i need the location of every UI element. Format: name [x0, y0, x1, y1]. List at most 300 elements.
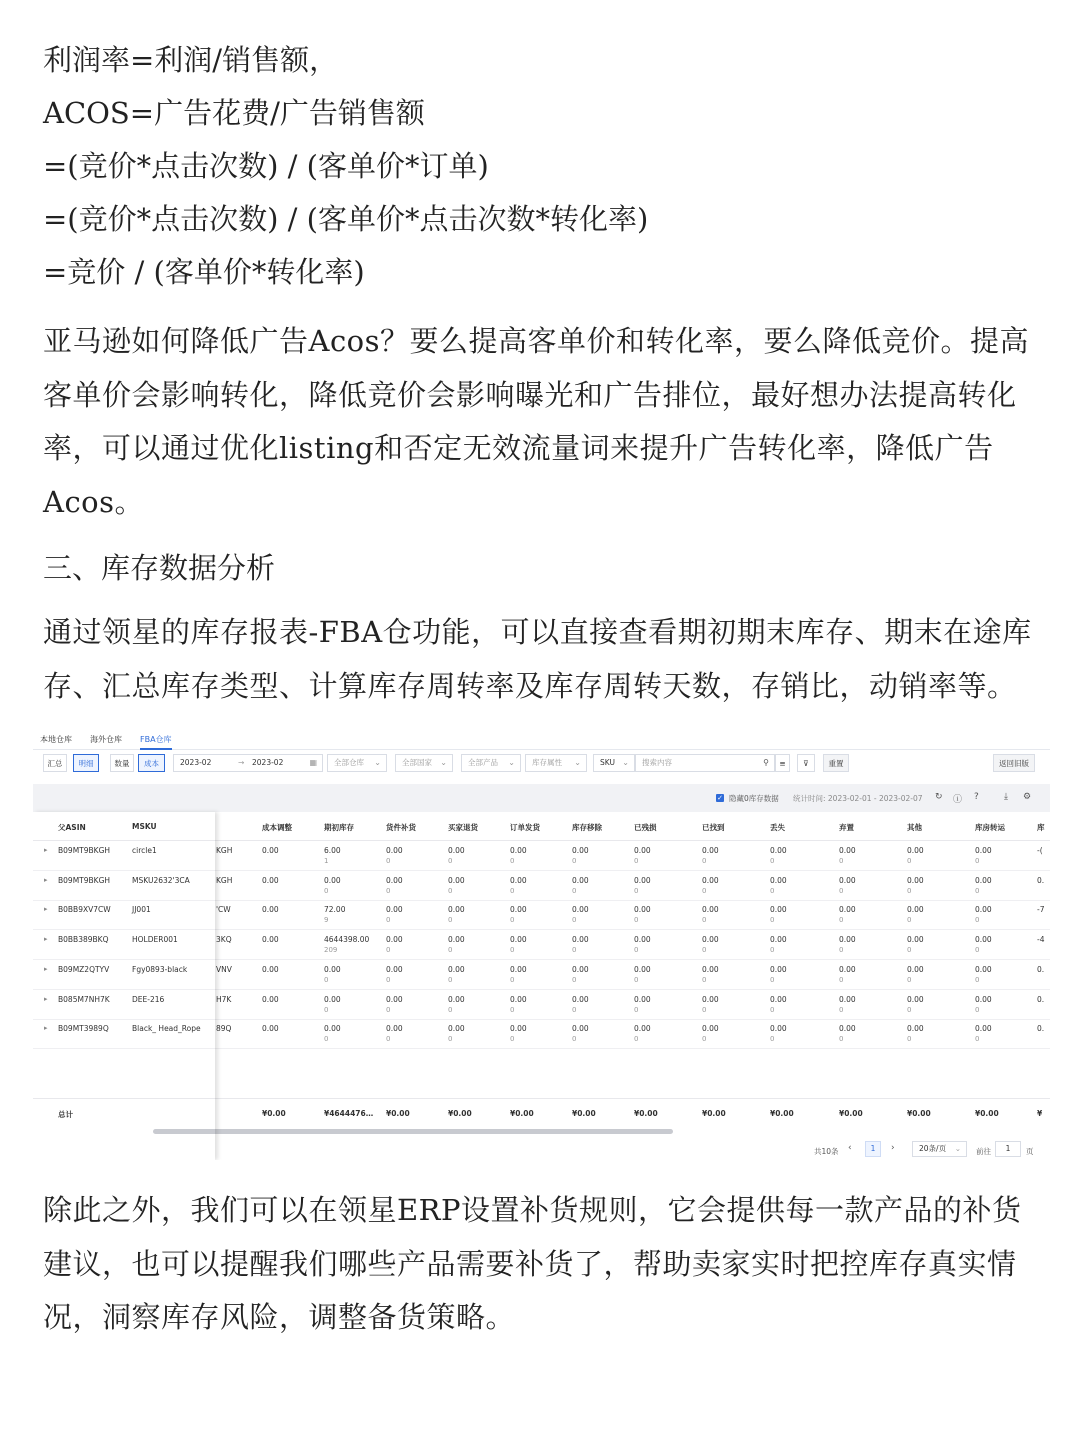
cell-value: 0.00 [386, 964, 403, 974]
settings-icon[interactable]: ⚙ [1023, 792, 1032, 802]
cell-value: 0.00 [907, 994, 924, 1004]
cell-value: 0.00 [975, 875, 992, 885]
prev-page-icon[interactable]: ‹ [848, 1143, 852, 1153]
table-row[interactable] [33, 870, 1050, 901]
attribute-select-label: 库存属性 [532, 758, 562, 767]
cell-sub-value: 0 [510, 857, 515, 865]
cell-sub-value: 0 [770, 1035, 775, 1044]
cell-value: 0.00 [386, 846, 403, 855]
hide-zero-checkbox[interactable]: ✓ [717, 794, 723, 802]
cell-opening-stock: 0.00 [324, 875, 341, 885]
cell-value: 0.00 [770, 1024, 787, 1034]
goto-label: 前往 [976, 1147, 991, 1156]
page-1-button[interactable]: 1 [865, 1141, 881, 1157]
cell-value: 0.00 [839, 905, 856, 915]
cell-value: 0.00 [448, 935, 465, 945]
cell-value: 0.00 [634, 1024, 651, 1034]
cell-sub-value: 0 [975, 946, 980, 955]
cell-truncated: -( [1037, 846, 1043, 855]
search-placeholder: 搜索内容 [642, 758, 672, 767]
cell-sub-value: 0 [839, 886, 844, 895]
cell-value: 0.00 [975, 1024, 992, 1034]
acos-paragraph: 亚马逊如何降低广告Acos？要么提高客单价和转化率，要么降低竞价。提高客单价会影响转化，降低竞价会影响曝光和广告排位，最好想办法提高转化率，可以通过优化listing和否定无效流量词来提升广告转化率，降低广告Acos。 [43, 324, 1030, 519]
cell-value: 0.00 [386, 994, 403, 1004]
table-row[interactable] [33, 840, 1050, 871]
cell-opening-stock-qty: 9 [324, 916, 329, 925]
cell-sub-value: 0 [634, 1035, 639, 1044]
col-other[interactable]: 其他 [907, 823, 922, 832]
cell-truncated-asin: 89Q [216, 1024, 232, 1034]
cell-sub-value: 0 [839, 946, 844, 955]
totals-value: ¥0.00 [634, 1109, 658, 1118]
cell-sub-value: 0 [702, 916, 707, 925]
tab-fba-warehouse[interactable]: FBA仓库 [140, 735, 172, 744]
expand-caret-icon[interactable]: ▸ [44, 905, 48, 914]
table-options-bar [33, 784, 1050, 812]
col-truncated: 库 [1037, 823, 1045, 832]
qty-button[interactable]: 数量 [110, 754, 134, 772]
cell-sub-value: 0 [448, 1035, 453, 1044]
search-input[interactable] [635, 754, 775, 772]
cell-sub-value: 0 [572, 916, 577, 925]
cell-value: 0.00 [839, 994, 856, 1004]
cell-value: 0.00 [510, 1024, 527, 1034]
goto-page-input[interactable]: 1 [995, 1141, 1021, 1157]
cell-sub-value: 0 [386, 975, 391, 984]
cell-truncated-asin: KGH [216, 875, 233, 885]
totals-value: ¥0.00 [975, 1109, 999, 1118]
col-lost[interactable]: 丢失 [770, 823, 785, 832]
cell-truncated-asin: H7K [216, 994, 232, 1004]
cell-sub-value: 0 [510, 975, 515, 984]
cell-value: 0.00 [572, 994, 589, 1004]
cell-truncated-asin: KGH [216, 846, 233, 855]
chevron-down-icon: ⌄ [574, 758, 581, 767]
cell-opening-stock-qty: 0 [324, 1035, 329, 1044]
cell-sub-value: 0 [839, 916, 844, 925]
cell-sub-value: 0 [770, 857, 775, 865]
next-page-icon[interactable]: › [891, 1143, 895, 1153]
expand-caret-icon[interactable]: ▸ [44, 935, 48, 944]
table-header [33, 812, 1050, 841]
cell-value: 0.00 [907, 1024, 924, 1034]
cell-value: 0.00 [975, 994, 992, 1004]
cell-value: 0.00 [702, 846, 719, 855]
cell-sub-value: 0 [386, 916, 391, 925]
cell-sub-value: 0 [448, 946, 453, 955]
col-parent-asin: 父ASIN [58, 823, 86, 832]
cell-sub-value: 0 [907, 975, 912, 984]
cell-value: 0.00 [702, 875, 719, 885]
cell-asin: B09MT9BKGH [58, 846, 111, 855]
cell-value: 0.00 [702, 994, 719, 1004]
cell-cost-adjust: 0.00 [262, 994, 279, 1004]
table-row[interactable] [33, 1018, 1050, 1049]
cell-sub-value: 0 [448, 916, 453, 925]
cell-sub-value: 0 [702, 857, 707, 865]
col-opening-stock[interactable]: 期初库存 [324, 823, 354, 832]
col-transfer[interactable]: 库房转运 [975, 823, 1005, 832]
cell-value: 0.00 [634, 905, 651, 915]
cell-truncated-asin: 3KQ [216, 935, 232, 945]
chevron-down-icon: ⌄ [440, 758, 447, 767]
cell-asin: B085M7NH7K [58, 994, 110, 1004]
horizontal-scrollbar[interactable] [153, 1129, 673, 1134]
range-arrow: → [238, 758, 245, 767]
cell-opening-stock: 72.00 [324, 905, 346, 915]
cell-value: 0.00 [510, 964, 527, 974]
inventory-paragraph: 通过领星的库存报表-FBA仓功能，可以直接查看期初期末库存、期末在途库存、汇总库存类型、计算库存周转率及库存周转天数，存销比，动销率等。 [43, 615, 1032, 703]
cell-value: 0.00 [907, 964, 924, 974]
cell-cost-adjust: 0.00 [262, 875, 279, 885]
totals-value: ¥0.00 [386, 1109, 410, 1118]
cell-sub-value: 0 [907, 1005, 912, 1014]
stat-time: 统计时间: 2023-02-01 - 2023-02-07 [793, 794, 923, 803]
cell-value: 0.00 [448, 875, 465, 885]
cell-sub-value: 0 [448, 975, 453, 984]
hide-zero-label: 隐藏0库存数据 [729, 794, 779, 803]
cell-cost-adjust: 0.00 [262, 1024, 279, 1034]
cell-value: 0.00 [634, 846, 651, 855]
tab-local-warehouse[interactable]: 本地仓库 [40, 735, 72, 744]
cell-sub-value: 0 [770, 886, 775, 895]
cell-sub-value: 0 [839, 1035, 844, 1044]
cell-sub-value: 0 [510, 916, 515, 925]
cell-sub-value: 0 [770, 975, 775, 984]
formula-line-4: =(竞价*点击次数) / (客单价*点击次数*转化率) [43, 202, 649, 236]
cell-sub-value: 0 [975, 1035, 980, 1044]
cell-sub-value: 0 [572, 946, 577, 955]
cell-sub-value: 0 [572, 975, 577, 984]
cell-sub-value: 0 [634, 916, 639, 925]
cell-sub-value: 0 [975, 886, 980, 895]
tab-overseas-warehouse[interactable]: 海外仓库 [90, 735, 122, 744]
cell-value: 0.00 [634, 935, 651, 945]
cell-value: 0.00 [572, 1024, 589, 1034]
cell-truncated: -7 [1037, 905, 1045, 915]
table-row[interactable] [33, 959, 1050, 990]
cell-value: 0.00 [839, 1024, 856, 1034]
cell-sub-value: 0 [386, 946, 391, 955]
col-stock-removal[interactable]: 库存移除 [572, 823, 602, 832]
totals-row [33, 1098, 1050, 1125]
cell-sub-value: 0 [702, 975, 707, 984]
cell-value: 0.00 [572, 935, 589, 945]
cell-sub-value: 0 [448, 886, 453, 895]
col-cost-adjust[interactable]: 成本调整 [262, 823, 292, 832]
formula-line-5: =竞价 / (客单价*转化率) [43, 255, 365, 289]
cell-asin: B09MT3989Q [58, 1024, 109, 1034]
cell-truncated: 0. [1037, 964, 1045, 974]
cell-truncated: -4 [1037, 935, 1045, 945]
cell-opening-stock: 6.00 [324, 846, 341, 855]
cell-value: 0.00 [572, 905, 589, 915]
cell-opening-stock: 0.00 [324, 964, 341, 974]
col-found[interactable]: 已找到 [702, 823, 725, 832]
cell-sub-value: 0 [572, 857, 577, 865]
cell-sub-value: 0 [510, 1005, 515, 1014]
formula-line-2: ACOS=广告花费/广告销售额 [43, 96, 425, 130]
section-heading: 三、库存数据分析 [43, 551, 276, 585]
cell-opening-stock-qty: 0 [324, 1005, 329, 1014]
cell-value: 0.00 [386, 875, 403, 885]
detail-button[interactable]: 明细 [73, 754, 99, 772]
cell-sub-value: 0 [634, 946, 639, 955]
cell-value: 0.00 [510, 875, 527, 885]
cell-sub-value: 0 [634, 975, 639, 984]
cell-opening-stock: 4644398.00 [324, 935, 370, 945]
cell-value: 0.00 [572, 846, 589, 855]
cell-value: 0.00 [510, 846, 527, 855]
col-damaged[interactable]: 已残损 [634, 823, 657, 832]
chevron-down-icon: ⌄ [374, 758, 381, 767]
help-icon[interactable]: ? [974, 792, 979, 802]
month-range-picker[interactable] [173, 754, 323, 772]
cell-value: 0.00 [839, 875, 856, 885]
cell-cost-adjust: 0.00 [262, 846, 279, 855]
cell-sub-value: 0 [386, 1005, 391, 1014]
country-select[interactable] [395, 754, 453, 772]
cell-sub-value: 0 [634, 857, 639, 865]
cell-sub-value: 0 [386, 1035, 391, 1044]
cell-sub-value: 0 [448, 857, 453, 865]
cell-asin: B09MT9BKGH [58, 875, 111, 885]
product-select[interactable] [461, 754, 521, 772]
cell-sub-value: 0 [572, 886, 577, 895]
col-disposed[interactable]: 弃置 [839, 823, 854, 832]
cell-value: 0.00 [448, 964, 465, 974]
cell-truncated-asin: 'CW [216, 905, 231, 915]
batch-search-button[interactable]: ≡ [775, 754, 790, 772]
cell-sub-value: 0 [839, 857, 844, 865]
cell-sub-value: 0 [839, 975, 844, 984]
expand-caret-icon[interactable]: ▸ [44, 994, 48, 1003]
cell-value: 0.00 [702, 935, 719, 945]
warehouse-select-label: 全部仓库 [334, 758, 364, 767]
cell-sub-value: 0 [702, 946, 707, 955]
page-size-label: 20条/页 [919, 1144, 947, 1153]
col-buyer-return[interactable]: 买家退货 [448, 823, 478, 832]
cell-sub-value: 0 [510, 1035, 515, 1044]
cell-sub-value: 0 [702, 1005, 707, 1014]
filter-toolbar [33, 754, 1050, 776]
summary-button[interactable]: 汇总 [43, 754, 67, 772]
cell-value: 0.00 [572, 875, 589, 885]
cell-truncated: 0. [1037, 875, 1045, 885]
warehouse-select[interactable] [327, 754, 387, 772]
cell-msku: MSKU2632'3CA [132, 875, 190, 885]
cell-value: 0.00 [448, 1024, 465, 1034]
cell-value: 0.00 [975, 935, 992, 945]
totals-label: 总计 [58, 1110, 73, 1119]
cell-sub-value: 0 [770, 916, 775, 925]
cell-value: 0.00 [975, 905, 992, 915]
replenish-paragraph: 除此之外，我们可以在领星ERP设置补货规则，它会提供每一款产品的补货建议，也可以提醒我们哪些产品需要补货了，帮助卖家实时把控库存真实情况，洞察库存风险，调整备货策略。 [43, 1193, 1022, 1334]
cell-truncated: 0. [1037, 1024, 1045, 1034]
cell-msku: Fgy0893-black [132, 964, 188, 974]
cell-sub-value: 0 [702, 1035, 707, 1044]
cell-sub-value: 0 [839, 1005, 844, 1014]
table-row[interactable] [33, 929, 1050, 960]
cell-value: 0.00 [770, 994, 787, 1004]
cell-value: 0.00 [702, 905, 719, 915]
cell-value: 0.00 [448, 994, 465, 1004]
cell-opening-stock: 0.00 [324, 994, 341, 1004]
inventory-table [33, 812, 1050, 1160]
cell-sub-value: 0 [975, 857, 980, 865]
cell-asin: B0BB9XV7CW [58, 905, 111, 915]
totals-value: ¥0.00 [839, 1109, 863, 1118]
cell-opening-stock: 0.00 [324, 1024, 341, 1034]
info-icon[interactable]: ⓘ [953, 795, 963, 805]
cell-sub-value: 0 [510, 886, 515, 895]
totals-value: ¥ [1037, 1109, 1043, 1118]
cell-sub-value: 0 [770, 946, 775, 955]
expand-caret-icon[interactable]: ▸ [44, 875, 48, 884]
cell-value: 0.00 [634, 964, 651, 974]
cell-msku: Black_ Head_Rope [132, 1024, 201, 1034]
back-old-version-button[interactable]: 返回旧版 [993, 754, 1035, 772]
country-select-label: 全部国家 [402, 758, 432, 767]
cell-value: 0.00 [448, 846, 465, 855]
totals-value: ¥0.00 [572, 1109, 596, 1118]
cell-sub-value: 0 [634, 1005, 639, 1014]
cell-value: 0.00 [839, 935, 856, 945]
cell-value: 0.00 [448, 905, 465, 915]
cell-value: 0.00 [386, 935, 403, 945]
sku-type-select[interactable] [593, 754, 635, 772]
cell-sub-value: 0 [634, 886, 639, 895]
cell-msku: circle1 [132, 846, 157, 855]
cell-value: 0.00 [634, 994, 651, 1004]
reset-button[interactable]: 重置 [823, 754, 849, 772]
cell-value: 0.00 [770, 964, 787, 974]
cell-sub-value: 0 [770, 1005, 775, 1014]
cell-sub-value: 0 [386, 857, 391, 865]
cell-value: 0.00 [770, 935, 787, 945]
table-row[interactable] [33, 989, 1050, 1020]
cell-sub-value: 0 [907, 916, 912, 925]
cell-value: 0.00 [907, 935, 924, 945]
cell-value: 0.00 [634, 875, 651, 885]
cell-sub-value: 0 [907, 946, 912, 955]
cell-sub-value: 0 [510, 946, 515, 955]
totals-value: ¥0.00 [448, 1109, 472, 1118]
totals-value: ¥0.00 [262, 1109, 286, 1118]
cell-asin: B0BB389BKQ [58, 935, 109, 945]
cell-sub-value: 0 [975, 916, 980, 925]
formula-line-3: =(竞价*点击次数) / (客单价*订单) [43, 149, 489, 183]
cell-sub-value: 0 [907, 886, 912, 895]
date-to: 2023-02 [252, 758, 284, 767]
cell-value: 0.00 [510, 905, 527, 915]
search-icon: ⚲ [763, 758, 769, 767]
cell-value: 0.00 [975, 964, 992, 974]
page-size-select[interactable] [912, 1141, 967, 1157]
cell-value: 0.00 [907, 846, 924, 855]
cell-asin: B09MZ2QTYV [58, 964, 110, 974]
cell-opening-stock-qty: 0 [324, 886, 329, 895]
chevron-down-icon: ⌄ [508, 758, 515, 767]
pager-total: 共10条 [814, 1147, 839, 1156]
cell-value: 0.00 [702, 964, 719, 974]
cell-value: 0.00 [770, 905, 787, 915]
cell-truncated-asin: VNV [216, 964, 232, 974]
refresh-icon[interactable]: ↻ [935, 792, 943, 802]
cell-sub-value: 0 [572, 1005, 577, 1014]
erp-inventory-screenshot [33, 727, 1050, 1160]
col-msku: MSKU [132, 822, 157, 831]
cell-sub-value: 0 [448, 1005, 453, 1014]
cell-opening-stock-qty: 0 [324, 975, 329, 984]
expand-caret-icon[interactable]: ▸ [44, 1024, 48, 1033]
cell-value: 0.00 [770, 846, 787, 855]
cell-sub-value: 0 [907, 857, 912, 865]
cell-value: 0.00 [770, 875, 787, 885]
cell-cost-adjust: 0.00 [262, 905, 279, 915]
cell-value: 0.00 [975, 846, 992, 855]
cell-opening-stock-qty: 209 [324, 946, 338, 955]
attribute-select[interactable] [525, 754, 587, 772]
cell-truncated: 0. [1037, 994, 1045, 1004]
download-icon[interactable]: ⤓ [1004, 792, 1008, 802]
cell-cost-adjust: 0.00 [262, 964, 279, 974]
cell-value: 0.00 [839, 964, 856, 974]
totals-value: ¥0.00 [510, 1109, 534, 1118]
date-from: 2023-02 [180, 758, 212, 767]
table-row[interactable] [33, 899, 1050, 930]
totals-value: ¥0.00 [770, 1109, 794, 1118]
warehouse-tabs [33, 727, 1050, 750]
expand-caret-icon[interactable]: ▸ [44, 964, 48, 973]
cell-opening-stock-qty: 1 [324, 857, 329, 865]
totals-value: ¥0.00 [702, 1109, 726, 1118]
cell-cost-adjust: 0.00 [262, 935, 279, 945]
cell-sub-value: 0 [975, 1005, 980, 1014]
cell-value: 0.00 [907, 875, 924, 885]
chevron-down-icon: ⌄ [622, 758, 629, 767]
cell-msku: HOLDER001 [132, 935, 178, 945]
cell-value: 0.00 [386, 1024, 403, 1034]
cell-value: 0.00 [907, 905, 924, 915]
expand-caret-icon[interactable]: ▸ [44, 846, 48, 854]
cell-sub-value: 0 [702, 886, 707, 895]
totals-value: ¥4644476… [324, 1109, 374, 1118]
cell-value: 0.00 [510, 935, 527, 945]
cell-msku: JJ001 [132, 905, 151, 915]
cell-msku: DEE-216 [132, 994, 165, 1004]
totals-value: ¥0.00 [907, 1109, 931, 1118]
chevron-down-icon: ⌄ [954, 1144, 961, 1153]
cell-value: 0.00 [510, 994, 527, 1004]
cell-sub-value: 0 [572, 1035, 577, 1044]
calendar-icon: ▦ [309, 758, 317, 767]
cell-sub-value: 0 [386, 886, 391, 895]
advanced-filter-button[interactable]: ⊽ [797, 754, 815, 772]
cell-value: 0.00 [839, 846, 856, 855]
cell-sub-value: 0 [975, 975, 980, 984]
col-shipment-replenish[interactable]: 货件补货 [386, 823, 416, 832]
col-order-shipped[interactable]: 订单发货 [510, 823, 540, 832]
cell-value: 0.00 [702, 1024, 719, 1034]
formula-line-1: 利润率=利润/销售额， [43, 43, 339, 77]
product-select-label: 全部产品 [468, 758, 498, 767]
cost-button[interactable]: 成本 [138, 754, 165, 772]
cell-value: 0.00 [572, 964, 589, 974]
sku-type-label: SKU [600, 758, 615, 767]
cell-value: 0.00 [386, 905, 403, 915]
cell-sub-value: 0 [907, 1035, 912, 1044]
